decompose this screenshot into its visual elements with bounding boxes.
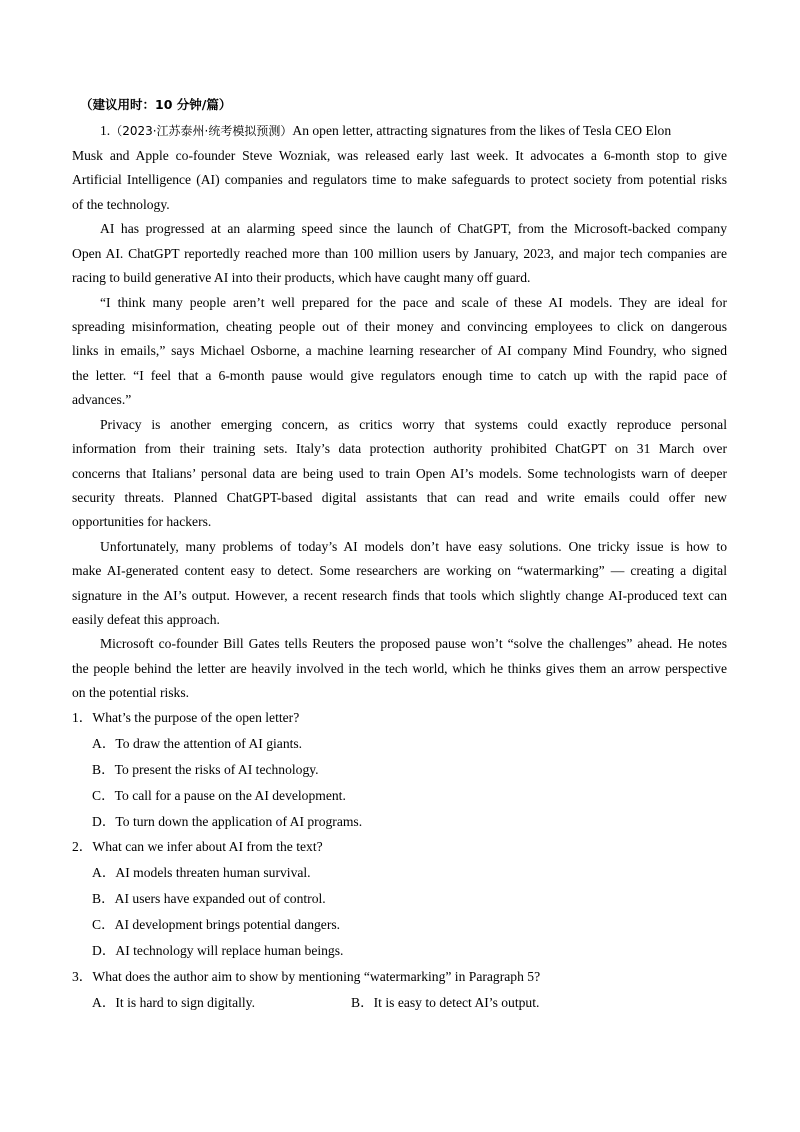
passage-p6-line-3: on the potential risks.: [72, 685, 190, 700]
passage-p6-line-2: the people behind the letter are heavily involved in the tech world, which he thinks gives them an arrow perspective: [72, 661, 727, 676]
question-1-option-d: D．To turn down the application of AI programs.: [92, 814, 363, 829]
question-2-stem: 2．What can we infer about AI from the text?: [72, 839, 323, 854]
question-2-option-d: D．AI technology will replace human beings.: [92, 943, 344, 958]
question-2-option-a: A．AI models threaten human survival.: [92, 865, 311, 880]
passage-p3-line-1: “I think many people aren’t well prepared for the pace and scale of these AI models. They are ideal for: [100, 295, 727, 310]
passage-p5-line-1: Unfortunately, many problems of today’s AI models don’t have easy solutions. One tricky issue is how to: [100, 539, 727, 554]
passage-p2-line-1: AI has progressed at an alarming speed since the launch of ChatGPT, from the Microsoft-backed company: [100, 221, 727, 236]
question-1-stem: 1．What’s the purpose of the open letter?: [72, 710, 300, 725]
question-1-option-a: A．To draw the attention of AI giants.: [92, 736, 303, 751]
passage-p3-line-2: spreading misinformation, cheating people out of their money and convincing employees to click on dangerous: [72, 319, 727, 334]
passage-p3-line-5: advances.”: [72, 392, 132, 407]
passage-number: 1.: [100, 123, 111, 138]
passage-p5-line-4: easily defeat this approach.: [72, 612, 220, 627]
passage-p2-line-2: Open AI. ChatGPT reportedly reached more than 100 million users by January, 2023, and major tech companies are: [72, 246, 727, 261]
passage-p4-line-5: opportunities for hackers.: [72, 514, 212, 529]
passage-p5-line-3: signature in the AI’s output. However, a recent research finds that tools which slightly change AI-produced text can: [72, 588, 727, 603]
question-3-option-b: B．It is easy to detect AI’s output.: [351, 995, 540, 1010]
question-2-option-c: C．AI development brings potential dangers.: [92, 917, 341, 932]
passage-p5-line-2: make AI-generated content easy to detect. Some researchers are working on “watermarking” — creating a digital: [72, 563, 727, 578]
passage-p1-line-1: [100, 122, 727, 140]
time-heading: （建议用时：10 分钟/篇）: [80, 97, 232, 112]
passage-source: （2023·江苏泰州·统考模拟预测）: [110, 124, 293, 138]
passage-p6-line-1: Microsoft co-founder Bill Gates tells Reuters the proposed pause won’t “solve the challenges” ahead. He notes: [100, 636, 727, 651]
passage-p4-line-4: security threats. Planned ChatGPT-based digital assistants that can read and write emails could offer new: [72, 490, 727, 505]
passage-p4-line-2: information from their training sets. Italy’s data protection authority prohibited ChatGPT on 31 March over: [72, 441, 727, 456]
passage-p1-first-text: An open letter, attracting signatures from the likes of Tesla CEO Elon: [292, 123, 672, 138]
passage-p4-line-3: concerns that Italians’ personal data are being used to train Open AI’s models. Some technologists warn of deeper: [72, 466, 727, 481]
passage-p2-line-3: racing to build generative AI into their products, which have caught many off guard.: [72, 270, 531, 285]
passage-p1-line-4: of the technology.: [72, 197, 170, 212]
question-2-option-b: B．AI users have expanded out of control.: [92, 891, 326, 906]
passage-p1-line-2: Musk and Apple co-founder Steve Wozniak, was released early last week. It advocates a 6-month stop to give: [72, 148, 727, 163]
question-1-option-c: C．To call for a pause on the AI development.: [92, 788, 346, 803]
passage-p1-line-3: Artificial Intelligence (AI) companies and regulators time to make safeguards to protect society from potential risks: [72, 172, 727, 187]
passage-p3-line-3: links in emails,” says Michael Osborne, a machine learning researcher of AI company Mind Foundry, who signed: [72, 343, 727, 358]
passage-p3-line-4: the letter. “I feel that a 6-month pause would give regulators enough time to catch up with the rapid pace of: [72, 368, 727, 383]
passage-p4-line-1: Privacy is another emerging concern, as critics worry that systems could exactly reproduce personal: [100, 417, 727, 432]
question-3-stem: 3．What does the author aim to show by mentioning “watermarking” in Paragraph 5?: [72, 969, 541, 984]
question-1-option-b: B．To present the risks of AI technology.: [92, 762, 319, 777]
question-3-option-a: A．It is hard to sign digitally.: [92, 995, 255, 1010]
